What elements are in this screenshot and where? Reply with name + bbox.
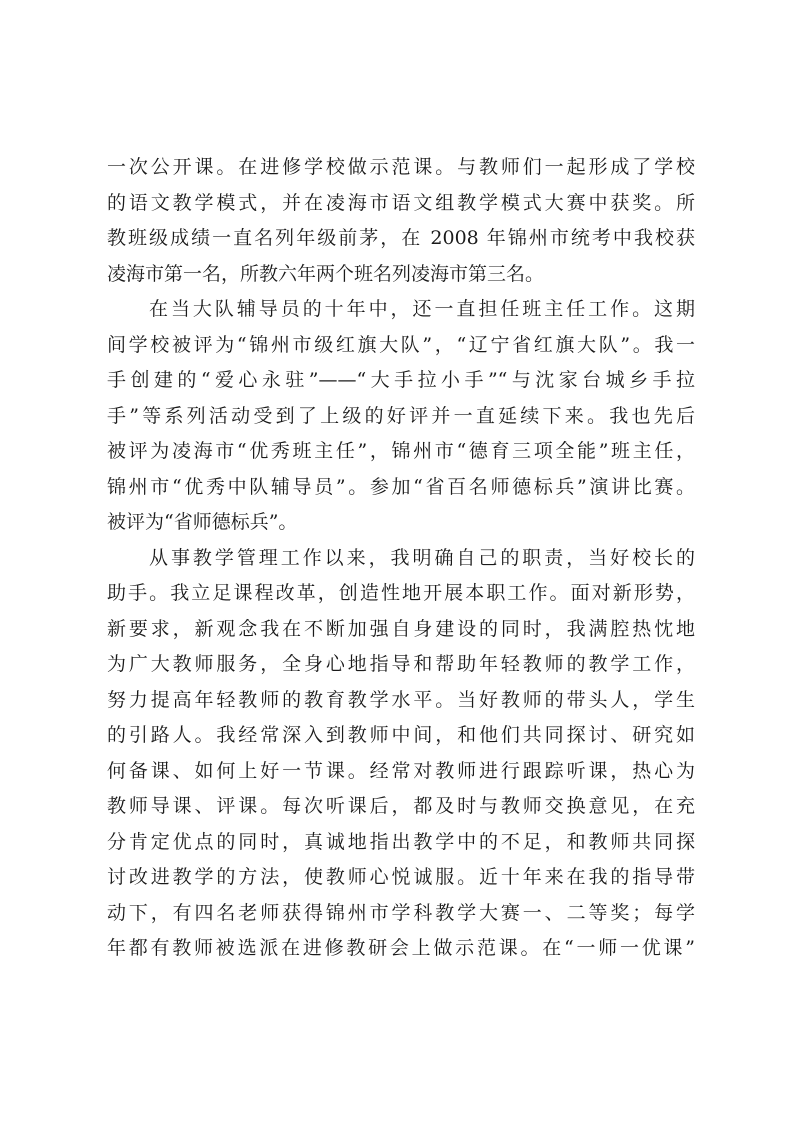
paragraph-3-line-11: 动下，有四名老师获得锦州市学科教学大赛一、二等奖；每学: [107, 901, 695, 924]
paragraph-3-line-6: 的引路人。我经常深入到教师中间，和他们共同探讨、研究如: [107, 724, 695, 746]
paragraph-3-line-1: 从事教学管理工作以来，我明确自己的职责，当好校长的: [149, 546, 695, 569]
paragraph-3-line-12: 年都有教师被选派在进修教研会上做示范课。在“一师一优课”: [107, 937, 695, 959]
paragraph-2-line-5: 被评为凌海市“优秀班主任”，锦州市“德育三项全能”班主任，: [107, 440, 695, 462]
paragraph-1-line-1: 一次公开课。在进修学校做示范课。与教师们一起形成了学校: [107, 156, 695, 178]
paragraph-3-line-8: 教师导课、评课。每次听课后，都及时与教师交换意见，在充: [107, 795, 695, 817]
paragraph-2-line-2: 间学校被评为“锦州市级红旗大队”，“辽宁省红旗大队”。我一: [107, 333, 695, 356]
paragraph-3-line-3: 新要求，新观念我在不断加强自身建设的同时，我满腔热忱地: [107, 617, 695, 640]
paragraph-3-line-2: 助手。我立足课程改革，创造性地开展本职工作。面对新形势，: [107, 582, 695, 604]
paragraph-2-line-7: 被评为“省师德标兵”。: [107, 511, 298, 533]
paragraph-1-line-4: 凌海市第一名，所教六年两个班名列凌海市第三名。: [107, 262, 545, 285]
paragraph-2-line-4: 手”等系列活动受到了上级的好评并一直延续下来。我也先后: [107, 404, 695, 427]
paragraph-2-line-3: 手创建的“爱心永驻”——“大手拉小手”“与沈家台城乡手拉: [107, 369, 695, 391]
paragraph-3-line-10: 讨改进教学的方法，使教师心悦诚服。近十年来在我的指导带: [107, 866, 695, 888]
paragraph-1-line-3: 教班级成绩一直名列年级前茅，在 2008 年锦州市统考中我校获: [107, 227, 695, 249]
paragraph-1-line-2: 的语文教学模式，并在凌海市语文组教学模式大赛中获奖。所: [107, 191, 695, 214]
paragraph-2-line-1: 在当大队辅导员的十年中，还一直担任班主任工作。这期: [149, 298, 695, 320]
paragraph-3-line-5: 努力提高年轻教师的教育教学水平。当好教师的带头人，学生: [107, 688, 695, 711]
body-text: [107, 150, 695, 967]
paragraph-3-line-7: 何备课、如何上好一节课。经常对教师进行跟踪听课，热心为: [107, 759, 695, 782]
paragraph-2-line-6: 锦州市“优秀中队辅导员”。参加“省百名师德标兵”演讲比赛。: [107, 475, 695, 498]
paragraph-3-line-4: 为广大教师服务，全身心地指导和帮助年轻教师的教学工作，: [107, 653, 695, 675]
paragraph-3-line-9: 分肯定优点的同时，真诚地指出教学中的不足，和教师共同探: [107, 830, 695, 853]
